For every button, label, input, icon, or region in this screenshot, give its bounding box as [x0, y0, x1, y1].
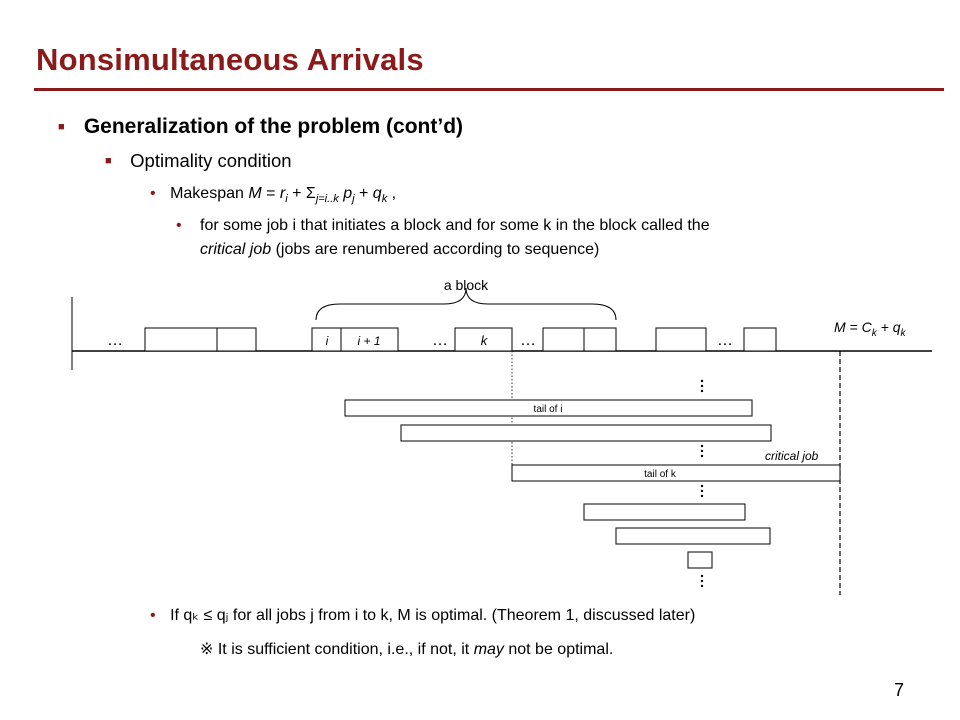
job-box [584, 328, 616, 351]
square-bullet-icon: ■ [58, 121, 65, 133]
critical-job-term: critical job [200, 241, 272, 258]
formula-r-sub: i [285, 193, 288, 205]
block-label: a block [443, 277, 489, 293]
makespan-prefix: Makespan [170, 185, 244, 202]
formula-comma: , [387, 185, 397, 202]
note-post: not be optimal. [503, 641, 614, 658]
job-i-label: i [325, 334, 329, 348]
note-em: may [473, 641, 504, 658]
optimality-statement: If qₖ ≤ qⱼ for all jobs j from i to k, M is optimal. (Theorem 1, discussed later) [170, 607, 696, 624]
formula-r: r [279, 185, 286, 202]
vertical-ellipsis [701, 380, 703, 392]
job-box [656, 328, 706, 351]
job-box [744, 328, 776, 351]
formula-q: q [372, 185, 382, 202]
ellipsis: … [717, 332, 733, 349]
ellipsis: … [107, 332, 123, 349]
tail-of-k-label: tail of k [644, 469, 676, 480]
job-box [217, 328, 256, 351]
job-i1-label: i + 1 [357, 334, 381, 348]
makespan-label: $M = C_k + q_k$ [834, 319, 906, 339]
job-box [543, 328, 584, 351]
tail-bar [616, 528, 770, 544]
bullet-level4-line2: (jobs are renumbered according to sequence) [271, 241, 600, 258]
bullet-level4-line1: for some job i that initiates a block and for some k in the block called the [200, 217, 710, 234]
formula-eq: = [261, 185, 280, 202]
bullet-level2-text: Optimality condition [130, 150, 292, 171]
vertical-ellipsis [701, 485, 703, 497]
dot-bullet-icon: • [150, 607, 156, 624]
ellipsis: … [432, 332, 448, 349]
formula-p: p [343, 185, 353, 202]
formula-sigma: Σ [305, 185, 316, 202]
tail-of-k-bar [512, 465, 840, 481]
bullet-level1-text: Generalization of the problem (cont’d) [83, 115, 464, 138]
tail-bar [401, 425, 771, 441]
vertical-ellipsis [701, 445, 703, 457]
ellipsis: … [520, 332, 536, 349]
formula-plus2: + [354, 185, 373, 202]
formula-sigma-sub: j=i..k [315, 193, 339, 205]
note-sufficient [200, 639, 613, 659]
dot-bullet-icon: • [176, 217, 182, 234]
slide-title: Nonsimultaneous Arrivals [36, 42, 424, 77]
tail-bar [688, 552, 712, 568]
formula-p-sub: j [352, 193, 355, 205]
job-k-label: k [480, 333, 488, 348]
formula-M: M [248, 185, 262, 202]
square-bullet-icon: ■ [105, 155, 112, 167]
critical-job-label: critical job [765, 449, 819, 463]
dot-bullet-icon: • [150, 185, 156, 202]
bullet-level3-optimal [152, 605, 695, 625]
tail-of-i-label: tail of i [533, 404, 563, 415]
job-box [145, 328, 217, 351]
vertical-ellipsis [701, 575, 703, 587]
page-number: 7 [894, 680, 905, 700]
note-pre: ※ It is sufficient condition, i.e., if not, it [200, 641, 474, 658]
tail-bar [584, 504, 745, 520]
formula-plus1: + [287, 185, 306, 202]
formula-q-sub: k [381, 193, 388, 205]
